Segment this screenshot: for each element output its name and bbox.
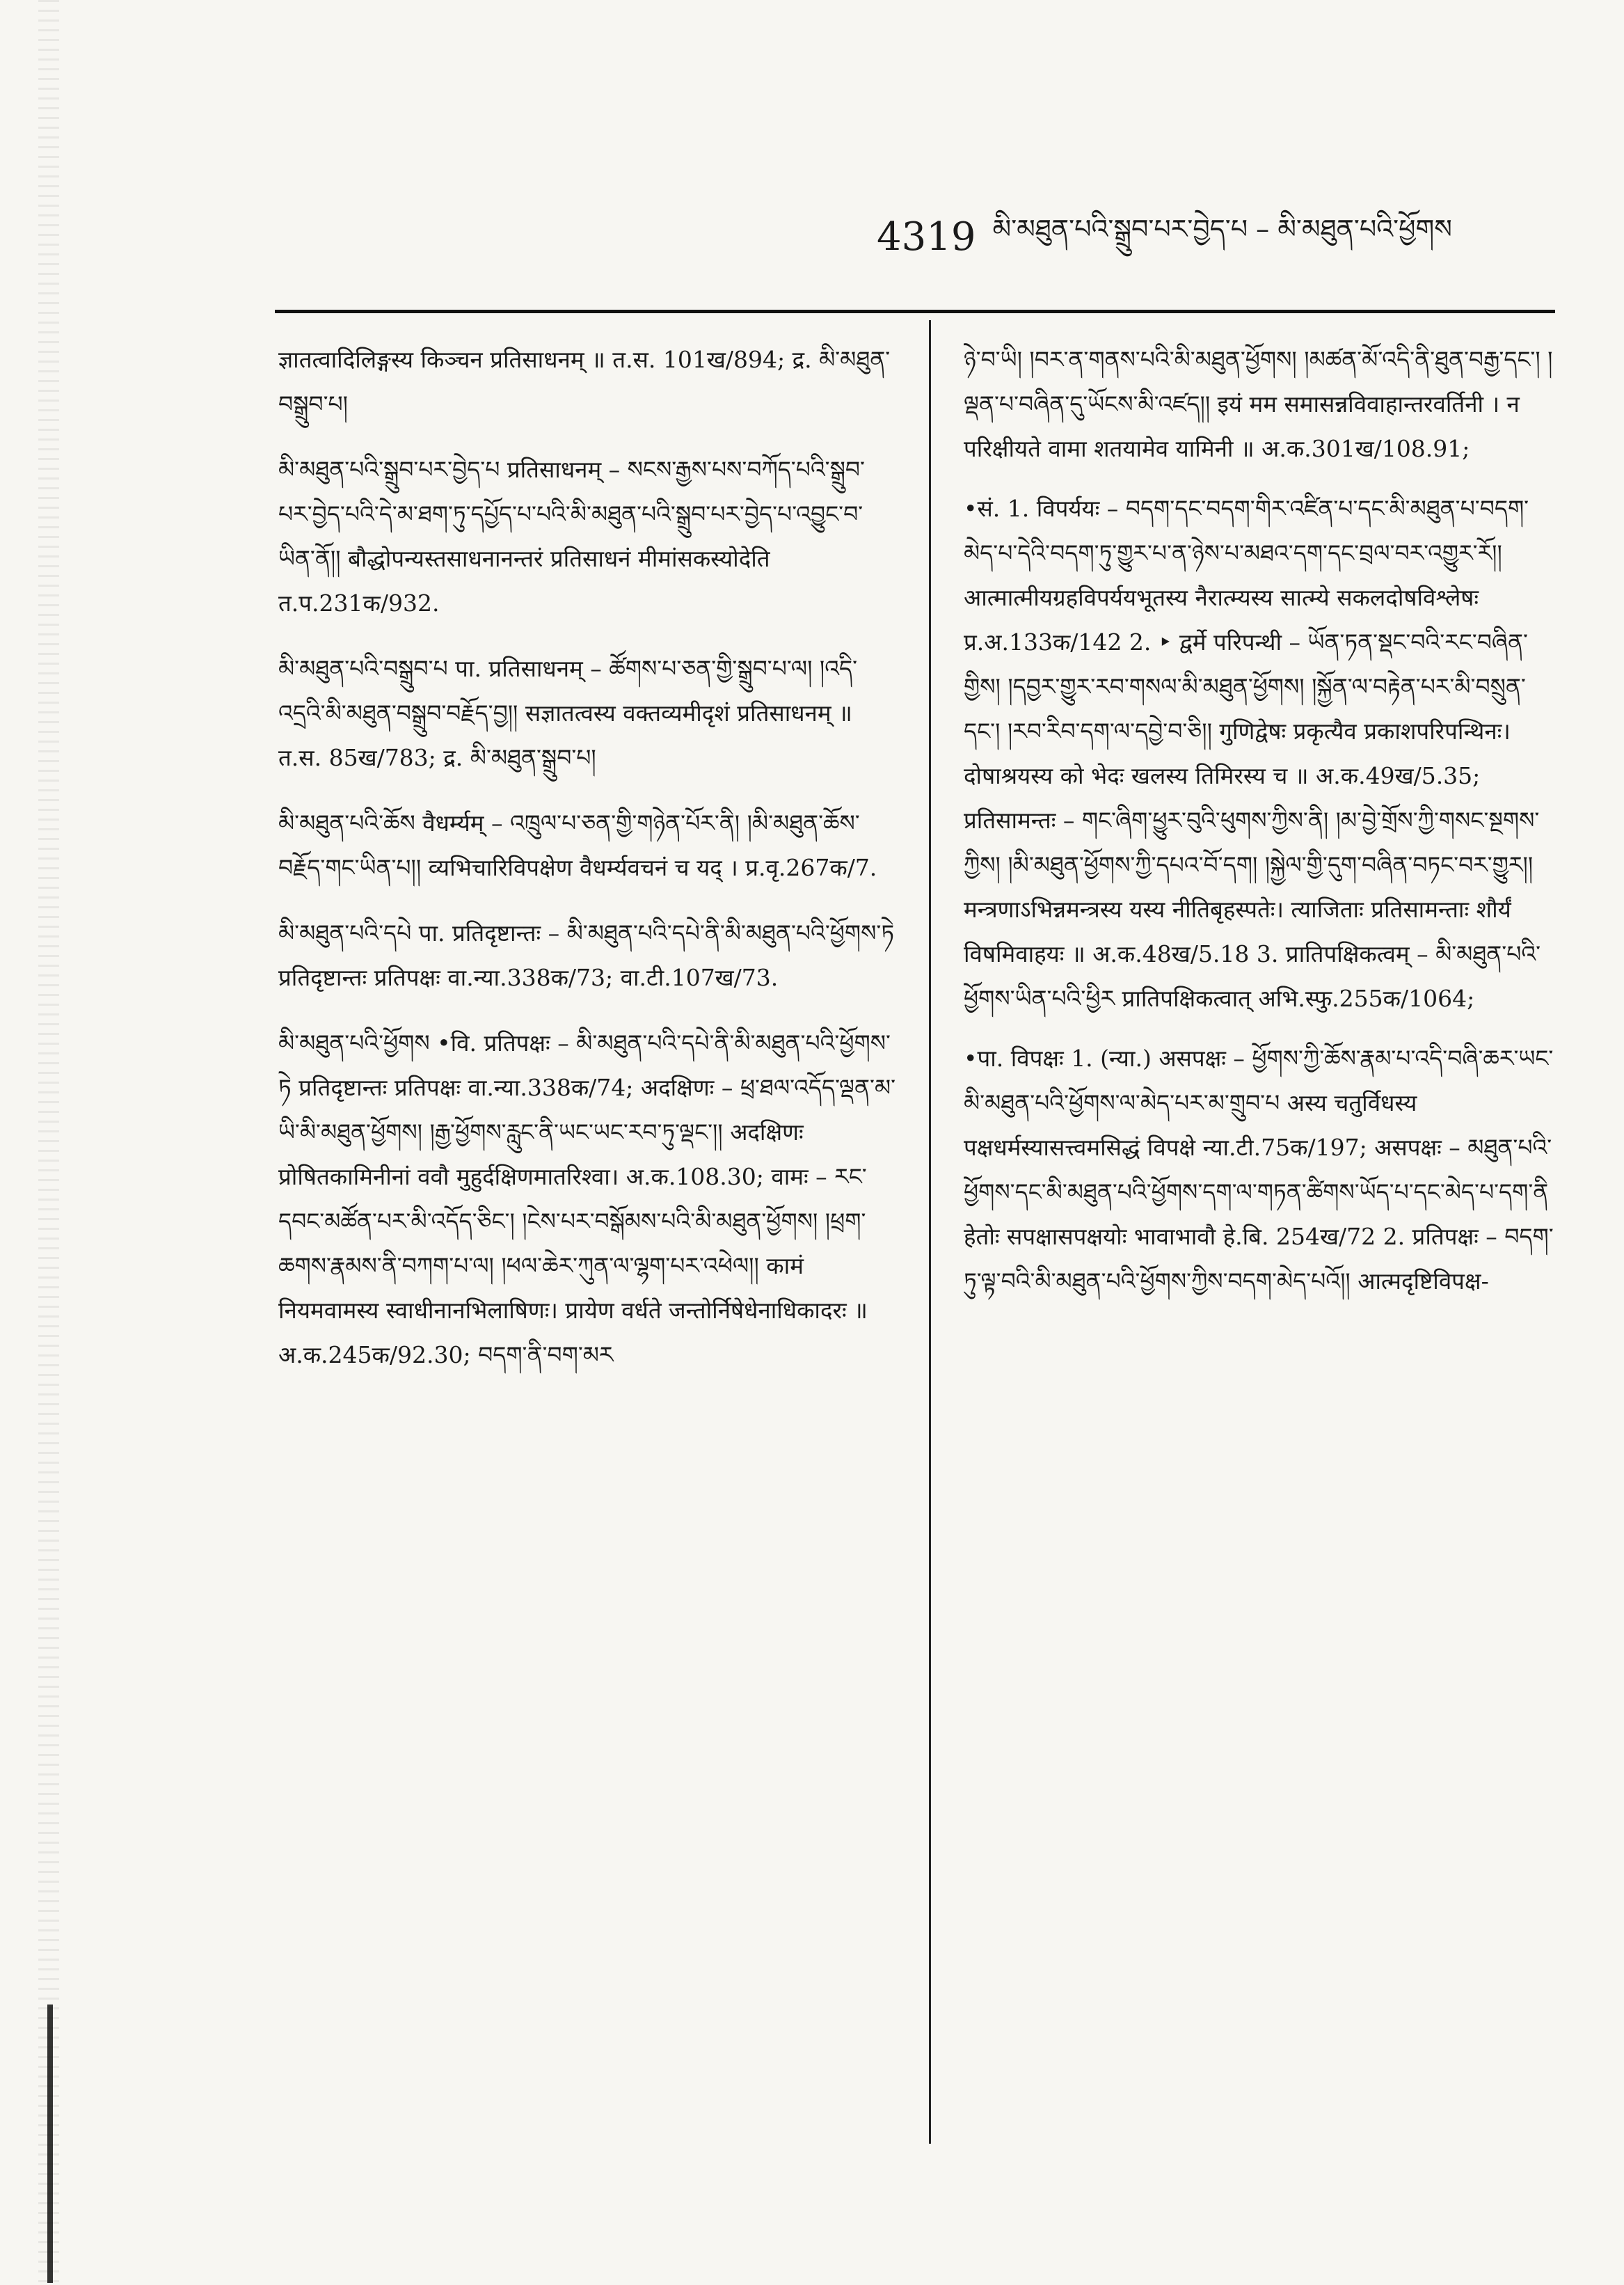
running-head: མི་མཐུན་པའི་སྒྲུབ་པར་བྱེད་པ – མི་མཐུན་པའི་ཕྱོགས — [992, 213, 1452, 244]
dictionary-entry: མི་མཐུན་པའི་ཆོས वैधर्म्यम् – འཁྲུལ་པ་ཅན་གྱི་གཉེན་པོར་ནི། །མི་མཐུན་ཆོས་བརྗོད་གང་ཡིན་པ།། व्यभिचारिविपक्षेण वैधर्म्यवचनं च यद् । प्र.वृ.267क/7. — [278, 809, 877, 881]
dictionary-entry: མི་མཐུན་པའི་སྒྲུབ་པར་བྱེད་པ प्रतिसाधनम् – སངས་རྒྱས་པས་བཀོད་པའི་སྒྲུབ་པར་བྱེད་པའི་དེ་མ་ཐག་ཏུ་དཔྱོད་པ་པའི་མི་མཐུན་པའི་སྒྲུབ་པར་བྱེད་པ་འབྱུང་བ་ཡིན་ནོ།། बौद्धोपन्यस्तसाधनानन्तरं प्रतिसाधनं मीमांसकस्योदेति त.प.231क/932. — [278, 456, 865, 617]
dictionary-entry: མི་མཐུན་པའི་ཕྱོགས •वि. प्रतिपक्षः – མི་མཐུན་པའི་དཔེ་ནི་མི་མཐུན་པའི་ཕྱོགས་ཏེ प्रतिदृष्टान्तः प्रतिपक्षः वा.न्या.338क/74; अदक्षिणः – ཕྲ་ཐལ་འདོད་ལྡན་མ་ཡི་མི་མཐུན་ཕྱོགས། །རྒྱ་ཕྱོགས་རླུང་ནི་ཡང་ཡང་རབ་ཏུ་ལྡང་།། अदक्षिणः प्रोषितकामिनीनां ववौ मुहुर्दक्षिणमातरिश्वा। अ.क.108.30; वामः – རང་དབང་མཚོན་པར་མི་འདོད་ཅིང་། །ངེས་པར་བསྒོམས་པའི་མི་མཐུན་ཕྱོགས། །ཕྲག་ཆགས་རྣམས་ནི་བཀག་པ་ལ། །ཕལ་ཆེར་ཀུན་ལ་ལྷག་པར་འཕེལ།། कामं नियमवामस्य स्वाधीनानभिलाषिणः। प्रायेण वर्धते जन्तोर्निषेधेनाधिकादरः ॥ अ.क.245क/92.30; བདག་ནི་བག་མར — [278, 1029, 896, 1368]
right-column — [964, 338, 1562, 2217]
dictionary-entry: •पा. विपक्षः 1. (न्या.) असपक्षः – ཕྱོགས་ཀྱི་ཆོས་རྣམ་པ་འདི་བཞི་ཆར་ཡང་མི་མཐུན་པའི་ཕྱོགས་ལ་མེད་པར་མ་གྲུབ་པ अस्य चतुर्विधस्य पक्षधर्मस्यासत्त्वमसिद्धं विपक्षे न्या.टी.75क/197; असपक्षः – མཐུན་པའི་ཕྱོགས་དང་མི་མཐུན་པའི་ཕྱོགས་དག་ལ་གཏན་ཚིགས་ཡོད་པ་དང་མེད་པ་དག་ནི हेतोः सपक्षासपक्षयोः भावाभावौ हे.बि. 254ख/72 2. प्रतिपक्षः – བདག་ཏུ་ལྟ་བའི་མི་མཐུན་པའི་ཕྱོགས་ཀྱིས་བདག་མེད་པའོ།། आत्मदृष्टिविपक्ष- — [964, 1045, 1554, 1295]
page-binding-shadow — [38, 0, 59, 2285]
page-number: 4319 — [877, 214, 976, 260]
page-binding-edge — [47, 2005, 53, 2283]
dictionary-entry: ज्ञातत्वादिलिङ्गस्य किञ्चन प्रतिसाधनम् ॥ त.स. 101ख/894; द्र. མི་མཐུན་བསྒྲུབ་པ། — [278, 346, 891, 418]
left-column — [278, 338, 898, 2217]
column-divider — [929, 320, 931, 2144]
page-header — [877, 209, 1573, 264]
dictionary-entry: མི་མཐུན་པའི་དཔེ पा. प्रतिदृष्टान्तः – མི་མཐུན་པའི་དཔེ་ནི་མི་མཐུན་པའི་ཕྱོགས་ཏེ प्रतिदृष्टान्तः प्रतिपक्षः वा.न्या.338क/73; वा.टी.107ख/73. — [278, 919, 895, 991]
dictionary-entry: མི་མཐུན་པའི་བསྒྲུབ་པ पा. प्रतिसाधनम् – ཚོགས་པ་ཅན་གྱི་སྒྲུབ་པ་ལ། །འདི་འདྲའི་མི་མཐུན་བསྒྲུབ་བརྗོད་བྱ།། सज्ञातत्वस्य वक्तव्यमीदृशं प्रतिसाधनम् ॥ त.स. 85ख/783; द्र. མི་མཐུན་སྒྲུབ་པ། — [278, 655, 858, 771]
dictionary-entry: •सं. 1. विपर्ययः – བདག་དང་བདག་གིར་འཛིན་པ་དང་མི་མཐུན་པ་བདག་མེད་པ་དེའི་བདག་ཏུ་གྱུར་པ་ན་ཉེས་པ་མཐའ་དག་དང་བྲལ་བར་འགྱུར་རོ།། आत्मात्मीयग्रहविपर्ययभूतस्य नैरात्म्यस्य सात्म्ये सकलदोषविश्लेषः प्र.अ.133क/142 2. ‣ द्वर्मे परिपन्थी – ཡོན་ཏན་སྡང་བའི་རང་བཞིན་གྱིས། །དབྱར་གྱུར་རབ་གསལ་མི་མཐུན་ཕྱོགས། །སྐྱོན་ལ་བརྟེན་པར་མི་བསྲུན་དང་། །རབ་རིབ་དག་ལ་དབྱེ་བ་ཅི།། गुणिद्वेषः प्रकृत्यैव प्रकाशपरिपन्थिनः। दोषाश्रयस्य को भेदः खलस्य तिमिरस्य च ॥ अ.क.49ख/5.35; प्रतिसामन्तः – གང་ཞིག་ཕྱུར་བུའི་ཕུགས་ཀྱིས་ནི། །མ་བྱེ་གྲོས་ཀྱི་གསང་སྔགས་ཀྱིས། །མི་མཐུན་ཕྱོགས་ཀྱི་དཔའ་བོ་དག། །སྐྱེལ་གྱི་དུག་བཞིན་བཏང་བར་གྱུར།། मन्त्रणाऽभिन्नमन्त्रस्य यस्य नीतिबृहस्पतेः। त्याजिताः प्रतिसामन्ताः शौर्यं विषमिवाहयः ॥ अ.क.48ख/5.18 3. प्रातिपक्षिकत्वम् – མི་མཐུན་པའི་ཕྱོགས་ཡིན་པའི་ཕྱིར प्रातिपक्षिकत्वात् अभि.स्फु.255क/1064; — [964, 495, 1541, 1012]
dictionary-entry: ཉེ་བ་ཡི། །བར་ན་གནས་པའི་མི་མཐུན་ཕྱོགས། །མཚན་མོ་འདི་ནི་ཐུན་བརྒྱ་དང་། །ལྡན་པ་བཞིན་དུ་ཡོངས་མི་འཛད།། इयं मम समासन्नविवाहान्तरवर्तिनी । न परिक्षीयते वामा शतयामेव यामिनी ॥ अ.क.301ख/108.91; — [964, 346, 1553, 462]
header-rule — [275, 310, 1555, 313]
